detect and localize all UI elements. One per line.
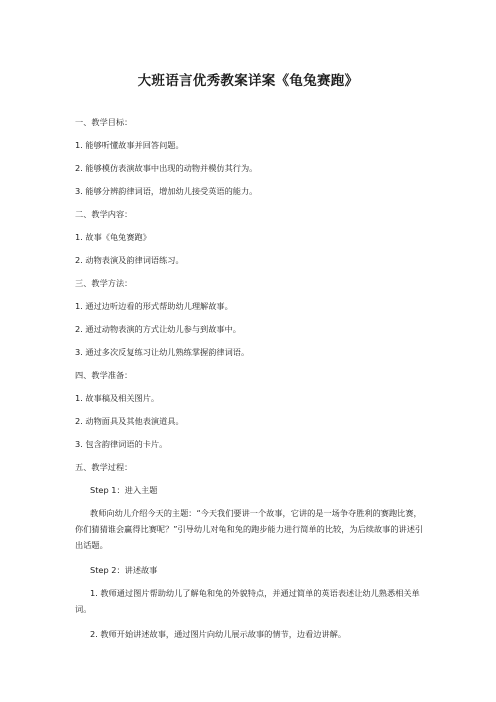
method-heading: 三、教学方法： — [75, 278, 133, 288]
process-heading: 五、教学过程： — [75, 462, 133, 472]
goal-item: 1. 能够听懂故事并回答问题。 — [75, 140, 184, 150]
prep-item: 3. 包含韵律词语的卡片。 — [75, 439, 168, 449]
step1-paragraph: 教师向幼儿介绍今天的主题：“今天我们要讲一个故事，它讲的是一场争夺胜利的赛跑比赛，你们猜猜谁会赢得比赛呢？”引导幼儿对龟和兔的跑步能力进行简单的比较，为后续故事的讲述引出话题。 — [75, 508, 424, 550]
content-item: 1. 故事《龟兔赛跑》 — [75, 232, 151, 242]
step2-heading: Step 2：讲述故事 — [90, 565, 158, 575]
document-title: 大班语言优秀教案详案《龟兔赛跑》 — [137, 73, 359, 89]
step1-heading: Step 1：进入主题 — [90, 485, 158, 495]
prep-item: 2. 动物面具及其他表演道具。 — [75, 416, 184, 426]
prep-heading: 四、教学准备： — [75, 370, 133, 380]
content-heading: 二、教学内容： — [75, 209, 133, 219]
content-item: 2. 动物表演及韵律词语练习。 — [75, 255, 184, 265]
step2-item: 2. 教师开始讲述故事，通过图片向幼儿展示故事的情节，边看边讲解。 — [90, 629, 347, 639]
method-item: 2. 通过动物表演的方式让幼儿参与到故事中。 — [75, 324, 241, 334]
goal-item: 2. 能够模仿表演故事中出现的动物并模仿其行为。 — [75, 163, 258, 173]
goals-heading: 一、教学目标： — [75, 117, 133, 127]
prep-item: 1. 故事稿及相关图片。 — [75, 393, 160, 403]
goal-item: 3. 能够分辨韵律词语，增加幼儿接受英语的能力。 — [75, 186, 258, 196]
method-item: 3. 通过多次反复练习让幼儿熟练掌握韵律词语。 — [75, 347, 250, 357]
method-item: 1. 通过边听边看的形式帮助幼儿理解故事。 — [75, 301, 233, 311]
step2-item: 1. 教师通过图片帮助幼儿了解龟和兔的外貌特点，并通过简单的英语表述让幼儿熟悉相关单词。 — [75, 588, 420, 614]
